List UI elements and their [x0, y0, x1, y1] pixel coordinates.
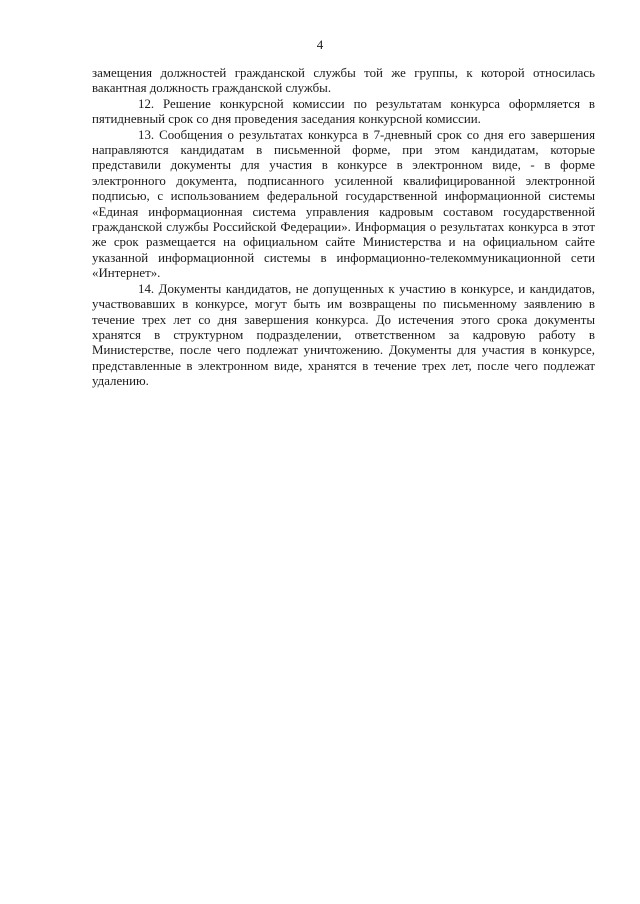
paragraph-item-14: 14. Документы кандидатов, не допущенных к участию в конкурсе, и кандидатов, участвовавших в конкурсе, могут быть им возвращены по письменному заявлению в течение трех лет со дня завершения конкурса. До истечения этого срока документы хранятся в структурном подразделении, ответственном за кадровую работу в Министерстве, после чего подлежат уничтожению. Документы для участия в конкурсе, представленные в электронном виде, хранятся в течение трех лет, после чего подлежат удалению.	[92, 281, 595, 389]
paragraph-continuation: замещения должностей гражданской службы той же группы, к которой относилась вакантная должность гражданской службы.	[92, 66, 595, 96]
document-body	[92, 66, 595, 390]
paragraph-item-12: 12. Решение конкурсной комиссии по результатам конкурса оформляется в пятидневный срок со дня проведения заседания конкурсной комиссии.	[92, 96, 595, 127]
paragraph-item-13: 13. Сообщения о результатах конкурса в 7-дневный срок со дня его завершения направляются кандидатам в письменной форме, при этом кандидатам, которые представили документы для участия в конкурсе в электронном виде, - в форме электронного документа, подписанного усиленной квалифицированной электронной подписью, с использованием федеральной государственной информационной системы «Единая информационная система управления кадровым составом государственной гражданской службы Российской Федерации». Информация о результатах конкурса в этот же срок размещается на официальном сайте Министерства и на официальном сайте указанной информационной системы в информационно-телекоммуникационной сети «Интернет».	[92, 127, 595, 281]
page-number: 4	[316, 37, 324, 52]
